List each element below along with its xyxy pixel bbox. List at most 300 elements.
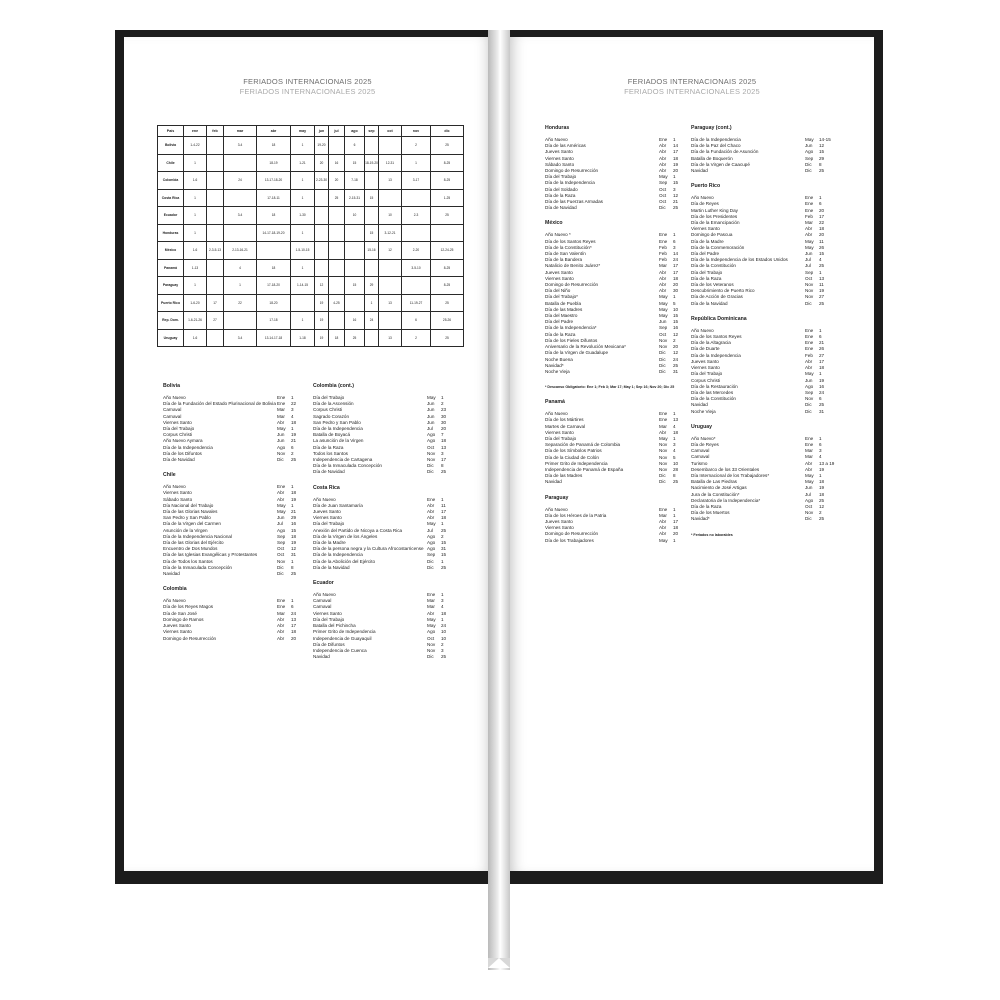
holiday-month: Dic [659, 368, 666, 374]
table-cell: 6 [402, 312, 431, 330]
holiday-name: Día de los Fieles Difuntos [545, 337, 598, 343]
holiday-name: Día de las Mercedes [691, 389, 734, 395]
holiday-day: 6 [819, 201, 822, 207]
holiday-name: Día de la Independencia [691, 137, 741, 142]
table-cell: 1 [184, 277, 207, 295]
holiday-name: Carnaval [691, 448, 710, 454]
holiday-month: Dic [659, 362, 666, 368]
holiday-name: Día de los Mártires [545, 417, 584, 423]
holiday-day: 13 [819, 275, 825, 281]
table-header-cell: feb [207, 126, 224, 137]
holiday-name: Día de la Independencia de los Estados Unidos [691, 257, 788, 263]
holiday-row [545, 538, 685, 544]
holiday-day: 19 [291, 496, 297, 502]
section-title: México [545, 220, 563, 227]
holiday-month: Oct [659, 186, 667, 192]
holiday-month: Dic [277, 571, 284, 577]
holiday-day: 12 [291, 546, 297, 552]
holiday-day: 17 [441, 509, 447, 515]
holiday-day: 4 [673, 423, 676, 429]
holiday-name: Día del Maestro [545, 313, 578, 319]
holiday-name: Día del Padre [691, 251, 720, 257]
table-cell [315, 224, 329, 242]
table-cell [207, 224, 224, 242]
holiday-name: Jueves Santo [545, 518, 573, 524]
holiday-name: Día de la Independencia [313, 426, 363, 432]
table-row [158, 154, 464, 172]
table-cell [207, 137, 224, 155]
holiday-name: Noche Vieja [691, 408, 716, 414]
holiday-name: Carnaval [313, 604, 332, 610]
holiday-month: Mar [805, 448, 813, 454]
holiday-name: Navidad* [545, 362, 564, 368]
holiday-name: Domingo de Pascua [691, 232, 733, 238]
holiday-day: 20 [673, 282, 679, 288]
holiday-name: Carnaval [163, 407, 182, 413]
holiday-month: Dic [427, 558, 434, 564]
holiday-name: Día de la Virgen de Guadalupe [545, 350, 608, 356]
holiday-day: 2 [673, 337, 676, 343]
holiday-name: Día de la Fundación del Estado Plurinacional de Bolivia [163, 401, 276, 407]
country-cell: Chile [158, 154, 184, 172]
holiday-day: 3 [673, 244, 676, 250]
table-cell: 15-16 [365, 242, 379, 260]
holiday-month: Abr [277, 490, 285, 496]
holiday-name: Viernes Santo [545, 429, 574, 435]
holiday-month: Mar [805, 454, 813, 460]
holiday-day: 1 [291, 558, 294, 564]
holiday-name: Viernes Santo [545, 525, 574, 531]
holiday-name: Día de las Madres [545, 306, 583, 312]
holiday-name: Desembarco de los 33 Orientales [691, 466, 760, 472]
holiday-day: 23 [441, 407, 447, 413]
holiday-month: Abr [805, 232, 813, 238]
holiday-day: 30 [441, 419, 447, 425]
table-cell [207, 207, 224, 225]
table-cell: 1-14-15 [291, 277, 315, 295]
spacer [691, 415, 831, 424]
holiday-month: Ene [805, 327, 814, 333]
holiday-month: Abr [427, 509, 435, 515]
bookmark-ribbon[interactable] [488, 30, 510, 970]
holiday-month: Nov [427, 641, 436, 647]
table-cell: 17-18-11 [257, 189, 291, 207]
table-cell: 6 [345, 137, 365, 155]
table-cell: 22 [224, 294, 257, 312]
holiday-name: Día de las Madres [545, 473, 583, 479]
holiday-month: Sep [805, 389, 814, 395]
table-cell: 27 [207, 312, 224, 330]
table-cell: 3-17 [402, 172, 431, 190]
holiday-day: 12 [673, 331, 679, 337]
table-header-cell: jun [315, 126, 329, 137]
holiday-day: 11 [819, 238, 824, 244]
country-cell: Paraguay [158, 277, 184, 295]
holiday-name: Día de la Raza [313, 444, 344, 450]
table-cell: 15 [365, 224, 379, 242]
holiday-name: Jueves Santo [163, 623, 191, 629]
holiday-day: 1 [673, 537, 676, 543]
holiday-month: Oct [277, 552, 285, 558]
holiday-day: 31 [819, 408, 825, 414]
spacer [691, 523, 831, 532]
table-cell: 15 [365, 189, 379, 207]
table-cell: 16 [345, 312, 365, 330]
holiday-month: Sep [277, 540, 286, 546]
section-title: Costa Rica [313, 484, 340, 491]
table-row [158, 294, 464, 312]
spacer [313, 571, 453, 580]
holiday-month: Nov [805, 510, 814, 516]
holiday-month: May [805, 137, 814, 142]
table-cell: 13 [379, 329, 402, 347]
holiday-month: Feb [659, 257, 667, 263]
holiday-month: Ene [277, 395, 286, 400]
table-header-cell: may [291, 126, 315, 137]
table-cell: 25 [329, 189, 345, 207]
table-header-cell: País [158, 126, 184, 137]
holiday-day: 25 [819, 300, 825, 306]
holiday-month: Ago [427, 438, 436, 444]
table-cell: 25-26 [431, 312, 464, 330]
holiday-month: Ago [427, 546, 436, 552]
holiday-name: Noche Buena [545, 356, 573, 362]
holiday-day: 31 [291, 552, 297, 558]
holiday-month: May [659, 537, 668, 543]
table-cell [345, 294, 365, 312]
holiday-name: Domingo de Resurrección [545, 531, 599, 537]
table-cell [379, 189, 402, 207]
table-cell: 1 [291, 189, 315, 207]
holiday-month: Jun [427, 419, 435, 425]
right-column-2 [691, 125, 835, 547]
holiday-day: 10 [673, 460, 679, 466]
holiday-name: Primer Grito de Independencia [313, 629, 376, 635]
holiday-name: Día de la Virgen de los Ángeles [313, 533, 378, 539]
holiday-day: 19 [819, 466, 825, 472]
country-cell: Bolivia [158, 137, 184, 155]
holiday-day: 3 [819, 448, 822, 454]
holiday-name: Día de la Raza [691, 503, 722, 509]
holiday-row [545, 369, 685, 375]
table-cell [207, 277, 224, 295]
holiday-day: 10 [441, 635, 447, 641]
holiday-month: Dic [805, 516, 812, 522]
country-cell: Costa Rica [158, 189, 184, 207]
holiday-day: 18 [291, 490, 297, 496]
holiday-day: 1 [819, 435, 822, 441]
holiday-day: 1 [673, 512, 676, 518]
holiday-month: Abr [659, 269, 667, 275]
country-cell: Panamá [158, 259, 184, 277]
holiday-row [545, 205, 685, 211]
holiday-name: Día del Trabajo [691, 371, 723, 377]
table-cell [315, 242, 329, 260]
holiday-month: Abr [277, 623, 285, 629]
holiday-name: Año Nuevo Aymara [163, 438, 203, 444]
table-cell: 2-3 [402, 207, 431, 225]
holiday-month: Dic [427, 564, 434, 570]
holiday-month: May [659, 174, 668, 180]
holiday-day: 1 [441, 558, 444, 564]
holiday-day: 18 [673, 275, 679, 281]
holiday-month: May [805, 479, 814, 485]
holiday-month: Jun [427, 413, 435, 419]
table-cell [329, 242, 345, 260]
table-cell: 16 [329, 154, 345, 172]
holiday-name: Día de los Santos Reyes [545, 238, 596, 244]
table-cell: 1-13 [184, 259, 207, 277]
holiday-day: 20 [673, 344, 679, 350]
holiday-name: Día del Trabajo [313, 521, 345, 527]
holiday-month: Nov [277, 450, 286, 456]
holiday-month: Jun [659, 319, 667, 325]
table-cell: 2-20 [402, 242, 431, 260]
holiday-name: Navidad [313, 654, 330, 660]
holiday-name: Día del Trabajo [545, 435, 577, 441]
holiday-day: 7 [441, 432, 444, 438]
holiday-day: 1 [441, 496, 444, 502]
table-cell: 13-14-17-18 [257, 329, 291, 347]
holiday-name: Domingo de Resurrección [163, 635, 217, 641]
table-cell [379, 312, 402, 330]
holiday-name: Anexión del Partido de Nicoya a Costa Rica [313, 527, 403, 533]
holiday-day: 18 [819, 226, 825, 232]
holiday-day: 19 [819, 288, 825, 294]
holiday-month: Abr [659, 149, 667, 155]
holiday-month: Ene [805, 346, 814, 352]
table-cell: 1-6-21-26 [184, 312, 207, 330]
holiday-day: 13 a 19 [819, 460, 835, 466]
table-cell: 17 [207, 294, 224, 312]
holiday-month: Dic [805, 408, 812, 414]
holiday-day: 8 [819, 161, 822, 167]
table-cell: 12 [379, 242, 402, 260]
holiday-month: Ene [805, 201, 814, 207]
table-cell: 2 [402, 137, 431, 155]
holiday-month: Nov [659, 466, 668, 472]
table-cell [329, 312, 345, 330]
holiday-month: Oct [427, 444, 435, 450]
holiday-name: Sábado Santo [545, 161, 575, 167]
holiday-name: Día de Duarte [691, 346, 720, 352]
holiday-day: 24 [291, 610, 297, 616]
holiday-month: Ene [277, 401, 286, 407]
holiday-day: 25 [441, 654, 447, 660]
table-cell: 15 [345, 154, 365, 172]
holiday-name: San Pedro y San Pablo [163, 515, 211, 521]
holiday-name: Día de la Emancipación [691, 220, 740, 226]
holiday-day: 1 [291, 502, 294, 508]
holiday-month: Ene [805, 195, 814, 201]
holiday-name: Corpus Christi [691, 377, 721, 383]
holiday-day: 1 [673, 506, 676, 512]
holiday-month: May [805, 371, 814, 377]
holiday-day: 26 [819, 244, 825, 250]
holiday-name: Día de los Símbolos Patrios [545, 448, 602, 454]
holiday-name: Domingo de Resurrección [545, 282, 599, 288]
holiday-month: Jun [277, 438, 285, 444]
holiday-day: 27 [819, 294, 825, 300]
holiday-name: Corpus Christi [313, 407, 343, 413]
holiday-name: Día de Todos los Santos [163, 558, 213, 564]
holiday-month: Dic [427, 654, 434, 660]
holiday-month: Dic [805, 161, 812, 167]
holiday-day: 4 [291, 413, 294, 419]
footnote: * Descanso Obligatorio: Ene 1; Feb 3; Mar 17; May 1; Sep 16; Nov 20; Dic 25 [545, 385, 675, 390]
holiday-month: Ago [427, 533, 436, 539]
holiday-row [691, 168, 831, 174]
table-cell: 17-18 [257, 312, 291, 330]
holiday-day: 25 [673, 362, 679, 368]
holiday-name: Año Nuevo [545, 411, 568, 417]
table-cell: 24 [224, 172, 257, 190]
holiday-month: Abr [659, 143, 667, 149]
holiday-name: Viernes Santo [691, 365, 720, 371]
holiday-name: Día de la Constitución [691, 396, 736, 402]
holiday-day: 22 [819, 220, 825, 226]
holiday-month: Abr [277, 616, 285, 622]
holiday-month: Mar [659, 423, 667, 429]
holiday-day: 4 [819, 257, 822, 263]
spacer [691, 538, 831, 547]
holiday-day: 1 [441, 592, 444, 598]
holiday-month: May [659, 306, 668, 312]
holiday-day: 15 [673, 319, 679, 325]
holiday-day: 1 [441, 616, 444, 622]
table-cell [224, 224, 257, 242]
holiday-day: 18 [673, 155, 679, 161]
holiday-day: 3 [441, 598, 444, 604]
holiday-day: 1 [441, 395, 444, 400]
holiday-month: Nov [805, 282, 814, 288]
holiday-day: 17 [673, 263, 679, 269]
holiday-name: Día de Acción de Gracias [691, 294, 743, 300]
holiday-day: 8 [441, 463, 444, 469]
spacer [691, 174, 831, 183]
holiday-day: 19 [291, 540, 297, 546]
table-cell: 1-4-22 [184, 137, 207, 155]
holiday-name: Día de los Héroes de la Patria [545, 512, 607, 518]
holiday-month: Ene [277, 484, 286, 490]
holiday-name: Día de la Ciudad de Colón [545, 454, 599, 460]
holiday-day: 11 [441, 502, 446, 508]
holiday-name: Año Nuevo [163, 484, 186, 490]
holiday-name: Sábado Santo [163, 496, 193, 502]
spacer [691, 307, 831, 316]
table-cell: 1-25 [431, 189, 464, 207]
holiday-name: Día de la Abolición del Ejército [313, 558, 376, 564]
holiday-month: Ago [805, 383, 814, 389]
holiday-month: Abr [659, 155, 667, 161]
holiday-day: 12 [673, 350, 679, 356]
holiday-day: 25 [291, 457, 297, 463]
holiday-name: Día de la Inmaculada Concepción [163, 564, 232, 570]
table-cell: 8-25 [431, 172, 464, 190]
holiday-month: Abr [659, 275, 667, 281]
holiday-day: 16 [291, 521, 297, 527]
left-column-1 [163, 383, 303, 651]
holiday-day: 18 [291, 629, 297, 635]
holiday-name: Descubrimiento de Puerto Rico [691, 288, 755, 294]
table-cell [345, 224, 365, 242]
holiday-month: Oct [427, 635, 435, 641]
table-cell: 12-31 [379, 154, 402, 172]
holiday-name: Año Nuevo [313, 592, 336, 598]
holiday-month: Ene [659, 506, 668, 512]
table-cell [329, 137, 345, 155]
holiday-day: 21 [291, 438, 297, 444]
holiday-day: 3 [291, 407, 294, 413]
holiday-day: 25 [441, 469, 447, 475]
holiday-month: Nov [427, 647, 436, 653]
holiday-day: 31 [673, 368, 679, 374]
holiday-day: 1 [441, 521, 444, 527]
table-cell [402, 277, 431, 295]
holiday-month: Jun [277, 432, 285, 438]
holiday-day: 4 [441, 604, 444, 610]
table-cell: 18-19 [257, 154, 291, 172]
holiday-day: 15 [673, 180, 679, 186]
holiday-day: 1 [673, 174, 676, 180]
holiday-day: 15 [441, 552, 447, 558]
holiday-day: 10 [673, 306, 679, 312]
table-cell: 19 [315, 294, 329, 312]
section-title: Puerto Rico [691, 183, 721, 190]
holiday-name: Turismo [691, 460, 708, 466]
holiday-month: Abr [427, 610, 435, 616]
table-row [158, 189, 464, 207]
holiday-day: 1 [291, 426, 294, 432]
holiday-name: Natalicio de Benito Juárez* [545, 263, 601, 269]
holiday-month: Dic [659, 479, 666, 485]
table-cell: 15 [345, 277, 365, 295]
table-cell: 7-18 [345, 172, 365, 190]
holiday-name: Día Internacional de los Trabajadores* [691, 472, 770, 478]
holiday-day: 30 [441, 413, 447, 419]
table-cell [315, 189, 329, 207]
table-cell: 1 [291, 259, 315, 277]
holiday-day: 21 [819, 340, 825, 346]
holiday-month: Abr [427, 502, 435, 508]
table-cell: 1 [291, 137, 315, 155]
holiday-day: 15 [819, 149, 825, 155]
holiday-name: Día de la persona negra y la Cultura Afrocostarricense [313, 546, 424, 552]
holiday-month: May [805, 472, 814, 478]
holiday-day: 17 [673, 518, 679, 524]
holiday-name: Día de los Veteranos [691, 282, 734, 288]
table-cell: 10 [345, 207, 365, 225]
holiday-month: Mar [427, 604, 435, 610]
holiday-name: Día de la Virgen de Caacupé [691, 161, 750, 167]
table-cell: 25 [431, 207, 464, 225]
country-cell: Rep. Dom. [158, 312, 184, 330]
holiday-month: Abr [805, 365, 813, 371]
section-title: Ecuador [313, 580, 334, 587]
holiday-name: Batalla de Boquerón [691, 155, 733, 161]
table-row [158, 277, 464, 295]
table-cell: 17-18-20 [257, 277, 291, 295]
holiday-day: 20 [441, 426, 447, 432]
holiday-month: Ago [805, 497, 814, 503]
holiday-name: Día de los Reyes Magos [163, 604, 214, 610]
holiday-day: 30 [673, 288, 679, 294]
holiday-day: 26 [819, 346, 825, 352]
spacer [313, 660, 453, 669]
holiday-name: Día de los Muertos [691, 510, 730, 516]
table-cell [431, 224, 464, 242]
holiday-month: Dic [659, 350, 666, 356]
